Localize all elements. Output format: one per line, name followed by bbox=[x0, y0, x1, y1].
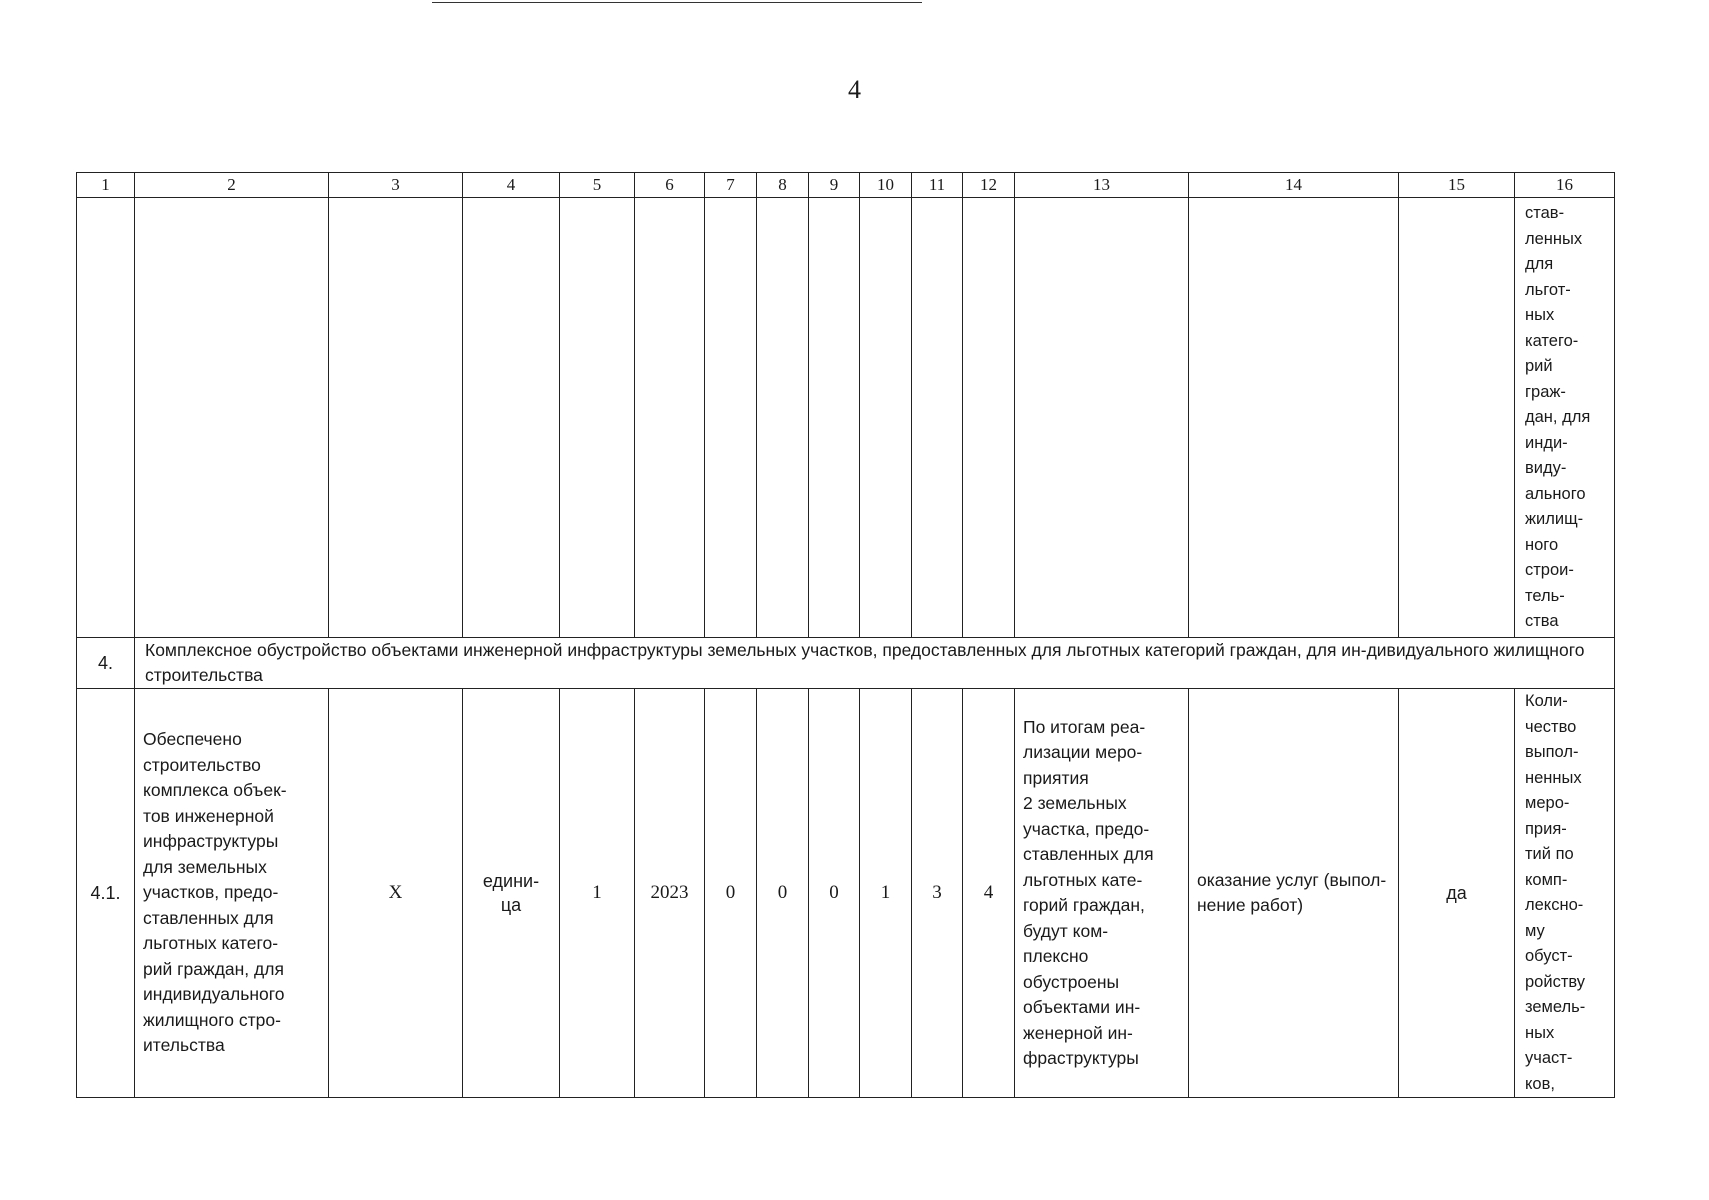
row-number: 4.1. bbox=[77, 689, 135, 1098]
empty-cell bbox=[560, 198, 635, 638]
row-col10: 1 bbox=[860, 689, 912, 1098]
row-year: 2023 bbox=[635, 689, 705, 1098]
section-title: Комплексное обустройство объектами инженерной инфраструктуры земельных участков, предоставленных для льготных категорий граждан, для ин-дивидуального жилищного строительства bbox=[135, 638, 1615, 689]
header-cell: 12 bbox=[963, 173, 1015, 198]
row-unit: едини- ца bbox=[463, 689, 560, 1098]
continuation-row bbox=[77, 198, 1615, 638]
document-table bbox=[76, 172, 1615, 1098]
row-col9: 0 bbox=[809, 689, 860, 1098]
header-cell: 8 bbox=[757, 173, 809, 198]
row-col5: 1 bbox=[560, 689, 635, 1098]
empty-cell bbox=[635, 198, 705, 638]
header-cell: 10 bbox=[860, 173, 912, 198]
empty-cell bbox=[809, 198, 860, 638]
row-col8: 0 bbox=[757, 689, 809, 1098]
row-result: По итогам реа- лизации меро- приятия 2 земельных участка, предо- ставленных для льготных кате- горий граждан, будут ком- плексно обустроены объектами ин- женерной ин- фраструктуры bbox=[1015, 689, 1189, 1098]
row-col12: 4 bbox=[963, 689, 1015, 1098]
empty-cell bbox=[860, 198, 912, 638]
row-col3: X bbox=[329, 689, 463, 1098]
header-cell: 15 bbox=[1399, 173, 1515, 198]
empty-cell bbox=[1189, 198, 1399, 638]
header-cell: 3 bbox=[329, 173, 463, 198]
row-indicator: Коли- чество выпол- ненных меро- прия- тий по комп- лексно- му обуст- ройству земель- ных участ- ков, bbox=[1515, 689, 1615, 1098]
header-cell: 9 bbox=[809, 173, 860, 198]
page-number: 4 bbox=[848, 75, 861, 104]
header-cell: 4 bbox=[463, 173, 560, 198]
empty-cell bbox=[757, 198, 809, 638]
header-cell: 1 bbox=[77, 173, 135, 198]
row-description: Обеспечено строительство комплекса объек- тов инженерной инфраструктуры для земельных участков, предо- ставленных для льготных катего- рий граждан, для индивидуального жилищного стро- ительства bbox=[135, 689, 329, 1098]
row-type: оказание услуг (выпол- нение работ) bbox=[1189, 689, 1399, 1098]
section-number: 4. bbox=[77, 638, 135, 689]
empty-cell bbox=[77, 198, 135, 638]
empty-cell bbox=[463, 198, 560, 638]
empty-cell bbox=[1015, 198, 1189, 638]
column-number-header-row bbox=[77, 173, 1615, 198]
row-col11: 3 bbox=[912, 689, 963, 1098]
header-cell: 16 bbox=[1515, 173, 1615, 198]
header-cell: 6 bbox=[635, 173, 705, 198]
header-cell: 2 bbox=[135, 173, 329, 198]
empty-cell bbox=[705, 198, 757, 638]
row-col7: 0 bbox=[705, 689, 757, 1098]
empty-cell bbox=[912, 198, 963, 638]
header-cell: 11 bbox=[912, 173, 963, 198]
empty-cell bbox=[963, 198, 1015, 638]
top-rule bbox=[432, 2, 922, 3]
empty-cell bbox=[329, 198, 463, 638]
empty-cell bbox=[1399, 198, 1515, 638]
empty-cell bbox=[135, 198, 329, 638]
table-row bbox=[77, 689, 1615, 1098]
header-cell: 7 bbox=[705, 173, 757, 198]
header-cell: 14 bbox=[1189, 173, 1399, 198]
header-cell: 13 bbox=[1015, 173, 1189, 198]
continuation-indicator-text: став- ленных для льгот- ных катего- рий граж- дан, для инди- виду- ального жилищ- ного строи- тель- ства bbox=[1515, 198, 1615, 638]
section-row bbox=[77, 638, 1615, 689]
row-col15: да bbox=[1399, 689, 1515, 1098]
header-cell: 5 bbox=[560, 173, 635, 198]
